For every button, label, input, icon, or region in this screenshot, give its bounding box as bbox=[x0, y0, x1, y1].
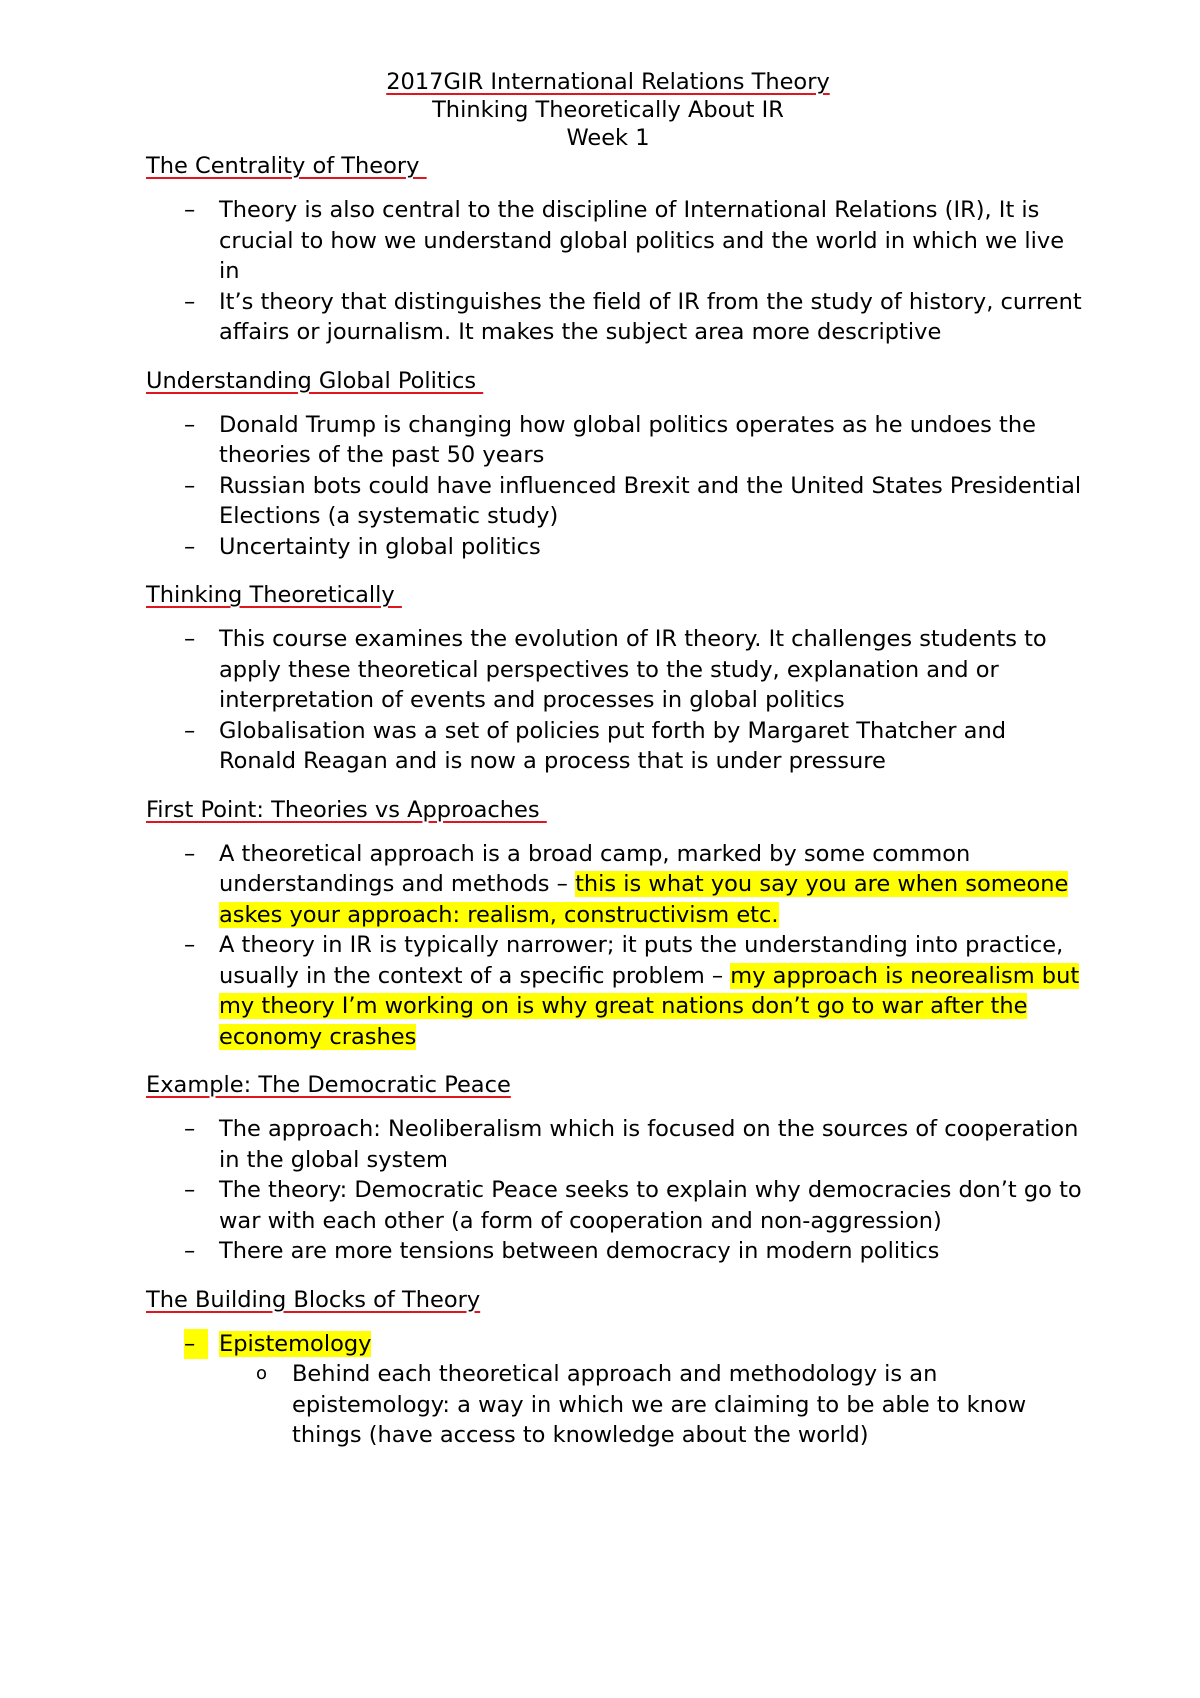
list-item bbox=[146, 1114, 1086, 1175]
dash-bullet: – bbox=[184, 472, 196, 499]
dash-bullet: – bbox=[184, 840, 196, 867]
list-item-text bbox=[219, 195, 1086, 287]
dash-bullet: – bbox=[184, 288, 196, 315]
list-item bbox=[146, 410, 1086, 471]
circle-bullet: o bbox=[256, 1363, 268, 1384]
item-plain-text: This course examines the evolution of IR theory. It challenges students to apply these theoretical perspectives to the study, explanation and or interpretation of events and processes in global politics bbox=[219, 626, 1047, 713]
section bbox=[146, 1286, 1086, 1451]
section-heading bbox=[146, 1286, 1086, 1314]
section-heading-text: First Point: Theories vs Approaches bbox=[146, 796, 547, 823]
list-item-text bbox=[219, 1236, 1086, 1267]
item-plain-text: The approach: Neoliberalism which is focused on the sources of cooperation in the global system bbox=[219, 1116, 1079, 1173]
item-plain-text: Donald Trump is changing how global politics operates as he undoes the theories of the past 50 years bbox=[219, 411, 1036, 468]
document-header bbox=[130, 68, 1086, 152]
list-item bbox=[146, 471, 1086, 532]
list-item-text bbox=[219, 839, 1086, 931]
list-item-text bbox=[219, 1114, 1086, 1175]
list-item bbox=[146, 716, 1086, 777]
list-item-text bbox=[219, 930, 1086, 1052]
list-item-text bbox=[219, 1175, 1086, 1236]
list-item-text bbox=[219, 624, 1086, 716]
sub-list bbox=[146, 1359, 1086, 1451]
list-item bbox=[146, 1329, 1086, 1360]
section-heading-text: Understanding Global Politics bbox=[146, 367, 484, 394]
week-label: Week 1 bbox=[566, 125, 650, 151]
section bbox=[146, 152, 1086, 348]
bullet-list bbox=[146, 1114, 1086, 1267]
item-plain-text: A theoretical approach is a broad camp, marked by some common understandings and methods – bbox=[219, 840, 971, 897]
highlighted-text: this is what you say you are when someone askes your approach: realism, constructivism etc. bbox=[219, 871, 1069, 928]
bullet-list bbox=[146, 624, 1086, 777]
dash-bullet: – bbox=[184, 411, 196, 438]
list-item bbox=[146, 287, 1086, 348]
document-page bbox=[146, 68, 1086, 1470]
list-item bbox=[146, 930, 1086, 1052]
section bbox=[146, 796, 1086, 1053]
item-plain-text: Uncertainty in global politics bbox=[219, 533, 541, 560]
item-plain-text: The theory: Democratic Peace seeks to explain why democracies don’t go to war with each other (a form of cooperation and non-aggression) bbox=[219, 1177, 1082, 1234]
section bbox=[146, 1071, 1086, 1267]
dash-bullet: – bbox=[184, 197, 196, 223]
dash-bullet: – bbox=[184, 1116, 196, 1142]
section-heading bbox=[146, 1071, 1086, 1099]
item-plain-text: Globalisation was a set of policies put forth by Margaret Thatcher and Ronald Reagan and is now a process that is under pressure bbox=[219, 717, 1007, 774]
list-item-text bbox=[219, 1329, 1086, 1360]
section bbox=[146, 581, 1086, 777]
list-item-text bbox=[219, 471, 1086, 532]
dash-bullet: – bbox=[184, 932, 196, 958]
list-item-text bbox=[219, 716, 1086, 777]
list-item-text bbox=[219, 410, 1086, 471]
item-plain-text: There are more tensions between democracy in modern politics bbox=[219, 1238, 940, 1264]
bullet-list bbox=[146, 1329, 1086, 1451]
bullet-list bbox=[146, 410, 1086, 563]
item-plain-text: Theory is also central to the discipline of International Relations (IR), It is crucial to how we understand global politics and the world in which we live in bbox=[219, 197, 1065, 284]
course-title: 2017GIR International Relations Theory bbox=[386, 69, 830, 95]
sub-list-item bbox=[146, 1359, 1086, 1451]
section-heading-text: Thinking Theoretically bbox=[146, 582, 402, 608]
section-heading bbox=[146, 152, 1086, 180]
list-item-text bbox=[219, 532, 1086, 563]
document-body bbox=[146, 152, 1086, 1451]
item-plain-text: Russian bots could have influenced Brexit and the United States Presidential Elections (a systematic study) bbox=[219, 472, 1082, 529]
dash-bullet: – bbox=[184, 717, 196, 744]
section-heading bbox=[146, 581, 1086, 609]
sub-item-text: Behind each theoretical approach and methodology is an epistemology: a way in which we are claiming to be able to know things (have access to knowledge about the world) bbox=[292, 1361, 1027, 1448]
list-item bbox=[146, 195, 1086, 287]
list-item bbox=[146, 624, 1086, 716]
item-plain-text: A theory in IR is typically narrower; it puts the understanding into practice, usually in the context of a specific problem – bbox=[219, 932, 1064, 989]
highlighted-text: Epistemology bbox=[219, 1330, 372, 1357]
list-item bbox=[146, 839, 1086, 931]
list-item bbox=[146, 1236, 1086, 1267]
list-item-text bbox=[219, 287, 1086, 348]
dash-bullet: – bbox=[184, 533, 196, 560]
bullet-list bbox=[146, 839, 1086, 1053]
highlighted-text: my approach is neorealism but my theory I’m working on is why great nations don’t go to war after the economy crashes bbox=[219, 962, 1080, 1050]
section bbox=[146, 367, 1086, 563]
list-item bbox=[146, 532, 1086, 563]
dash-bullet: – bbox=[184, 626, 196, 652]
section-heading-text: The Centrality of Theory bbox=[146, 153, 427, 179]
section-heading bbox=[146, 796, 1086, 824]
section-heading bbox=[146, 367, 1086, 395]
section-heading-text: The Building Blocks of Theory bbox=[146, 1286, 481, 1313]
dash-bullet: – bbox=[184, 1238, 196, 1264]
dash-bullet: – bbox=[184, 1329, 208, 1360]
item-plain-text: It’s theory that distinguishes the field of IR from the study of history, current affairs or journalism. It makes the subject area more descriptive bbox=[219, 288, 1082, 345]
list-item bbox=[146, 1175, 1086, 1236]
section-heading-text: Example: The Democratic Peace bbox=[146, 1072, 511, 1098]
dash-bullet: – bbox=[184, 1177, 196, 1203]
bullet-list bbox=[146, 195, 1086, 348]
document-subtitle: Thinking Theoretically About IR bbox=[432, 97, 784, 123]
